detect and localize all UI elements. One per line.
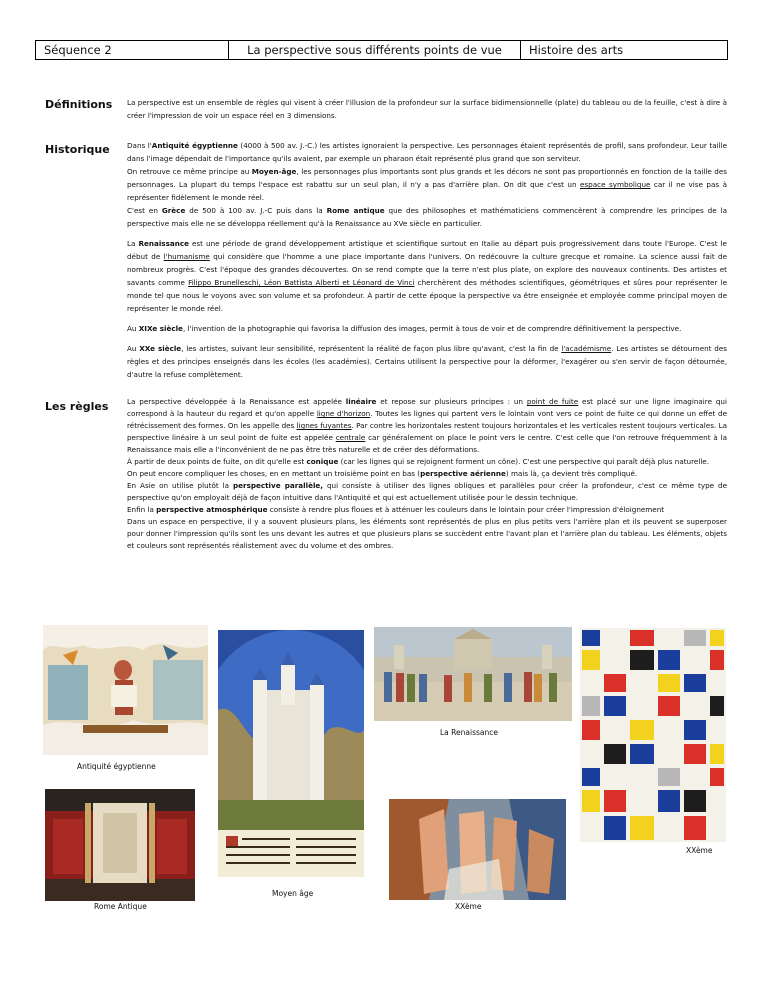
definitions-label: Définitions: [45, 98, 113, 111]
mondrian-block: [604, 816, 626, 840]
mondrian-block: [658, 768, 680, 786]
mondrian-block: [582, 768, 600, 786]
mondrian-block: [710, 696, 724, 716]
historique-text: Dans l'Antiquité égyptienne (4000 à 500 av. J.-C.) les artistes ignoraient la perspective. Les personnages étaient représentés de profil, sans profondeur. Leur taille dans l'image dépendait de l'importance qu'ils avaient, par exemple un pharaon était représenté plus grand que son serviteur. On retrouve ce même principe au Moyen-âge, les personnages plus importants sont plus grands et les décors ne sont pas proportionnés en fonction de la taille des personnages. La plupart du temps l'espace est rabattu sur un seul plan, il n'y a pas d'arrière plan. On dit que c'est un espace symbolique car il ne vise pas à représenter fidèlement le monde réel. C'est en Grèce de 500 à 100 av. J.-C puis dans la Rome antique que des philosophes et mathématiciens commencèrent à comprendre les principes de la perspective mais elle ne se développa réellement qu'à la Renaissance au XVe siècle en particulier. La Renaissance est une période de grand développement artistique et scientifique surtout en Italie au départ puis progressivement dans toute l'Europe. C'est le début de l'humanisme qui considère que l'homme a une place importante dans l'univers. On redécouvre la culture grecque et romaine. La science aussi fait de nombreux progrès. C'est l'époque des grandes découvertes. On se rend compte que la terre n'est plus plate, on explore des nouveaux continents. Des artistes et savants comme Filippo Brunelleschi, Léon Battista Alberti et Léonard de Vinci cherchèrent des méthodes scientifiques, géométriques et sûres pour représenter le monde tel que nous le voyons avec son volume et sa profondeur. À partir de cette époque la perspective va être enseignée et employée comme principal moyen de représenter le monde réel. Au XIXe siècle, l'invention de la photographie qui favorisa la diffusion des images, permit à tous de voir et de comprendre définitivement la perspective. Au XXe siècle, les artistes, suivant leur sensibilité, représentent la réalité de façon plus libre qu'avant, c'est la fin de l'académisme. Les artistes se détournent des règles et des principes enseignés dans les écoles (les académies). Certains utilisent la perspective pour la déformer, l'exagérer ou s'en servir de façon détournée, d'autre la refuse complètement.: [127, 141, 728, 379]
mondrian-block: [630, 630, 654, 646]
mondrian-block: [582, 790, 600, 812]
regles-text: La perspective développée à la Renaissance est appelée linéaire et repose sur plusieurs principes : un point de fuite est placé sur une ligne imaginaire qui correspond à la hauteur du regard et qu'on appelle ligne d'horizon. Toutes les lignes qui partent vers le lointain vont vers ce point de fuite ce qui donne un effet de rétrécissement des formes. On les appelle des lignes fuyantes. Par contre les horizontales restent toujours horizontales et les verticales restent toujours verticales. La perspective linéaire à un seul point de fuite est appelée centrale car généralement on place le point vers le centre. C'est celle que l'on retrouve fréquemment à la Renaissance mais elle a l'inconvénient de ne pas être très naturelle et de créer des déformations. À partir de deux points de fuite, on dit qu'elle est conique (car les lignes qui se rejoignent forment un cône). C'est une perspective qui paraît déjà plus naturelle. On peut encore compliquer les choses, en en mettant un troisième point en bas (perspective aérienne) mais là, ça devient très compliqué. En Asie on utilise plutôt la perspective parallèle, qui consiste à utiliser des lignes obliques et parallèles pour créer la profondeur, c'est ce même type de perspective qu'on employait déjà de façon intuitive dans l'Antiquité et qui est actuellement utilisée pour le dessin technique. Enfin la perspective atmosphérique consiste à rendre plus floues et à atténuer les couleurs dans le lointain pour créer l'impression d'éloignement Dans un espace en perspective, il y a souvent plusieurs plans, les éléments sont représentés de plus en plus petits vers l'arrière plan et ils peuvent se superposer pour donner l'impression qu'ils sont les uns devant les autres et que plusieurs plans se succèdent entre l'avant plan et l'arrière plan du tableau. Les éléments, objets et couleurs sont représentés réalistement avec du volume et des ombres.: [127, 397, 728, 550]
mondrian-block: [582, 696, 600, 716]
subject-cell: Histoire des arts: [529, 43, 624, 57]
regles-label: Les règles: [45, 400, 109, 413]
mondrian-block: [710, 768, 724, 786]
mondrian-painting: [580, 628, 726, 842]
mondrian-block: [684, 720, 706, 740]
mondrian-block: [604, 696, 626, 716]
mondrian-block: [684, 790, 706, 812]
renaissance-painting: [374, 627, 572, 721]
mondrian-block: [604, 790, 626, 812]
rome-painting: [45, 789, 195, 901]
picasso-caption: XXème: [455, 902, 482, 911]
rome-caption: Rome Antique: [94, 902, 147, 911]
mondrian-block: [658, 650, 680, 670]
mondrian-block: [658, 790, 680, 812]
sequence-cell: Séquence 2: [36, 41, 229, 59]
mondrian-block: [658, 674, 680, 692]
mondrian-block: [684, 744, 706, 764]
mondrian-block: [684, 674, 706, 692]
egypt-painting: [43, 625, 208, 755]
mondrian-block: [582, 720, 600, 740]
title-cell: La perspective sous différents points de vue: [229, 41, 521, 59]
mondrian-block: [630, 650, 654, 670]
mondrian-block: [684, 630, 706, 646]
mondrian-block: [684, 816, 706, 840]
mondrian-block: [604, 674, 626, 692]
historique-label: Historique: [45, 143, 110, 156]
mondrian-block: [630, 720, 654, 740]
medieval-painting: [218, 630, 364, 877]
mondrian-block: [604, 744, 626, 764]
mondrian-block: [630, 744, 654, 764]
mondrian-block: [710, 630, 724, 646]
mondrian-block: [710, 744, 724, 764]
mondrian-grid: [580, 628, 726, 842]
mondrian-block: [658, 696, 680, 716]
mondrian-block: [582, 630, 600, 646]
definitions-text: La perspective est un ensemble de règles qui visent à créer l'illusion de la profondeur sur la surface bidimensionnelle (plate) du tableau ou de la feuille, c'est à dire à créer l'impression de voir un espace réel en 3 dimensions.: [127, 98, 727, 120]
medieval-caption: Moyen âge: [272, 889, 314, 898]
renaissance-caption: La Renaissance: [440, 728, 498, 737]
mondrian-caption: XXème: [686, 846, 713, 855]
mondrian-block: [710, 650, 724, 670]
egypt-caption: Antiquité égyptienne: [77, 762, 156, 771]
picasso-painting: [389, 799, 566, 900]
mondrian-block: [630, 816, 654, 840]
header-table: [35, 40, 728, 60]
mondrian-block: [582, 650, 600, 670]
